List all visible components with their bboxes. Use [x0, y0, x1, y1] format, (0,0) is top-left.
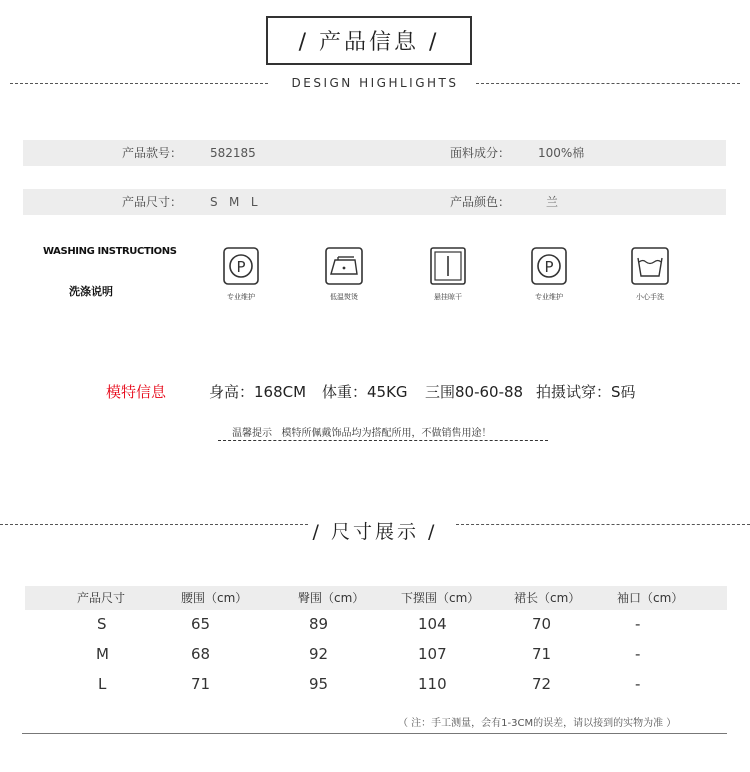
size-table-cell: 71 [191, 675, 211, 693]
fabric-label: 面料成分： [450, 146, 511, 160]
size-value: S M L [210, 195, 258, 209]
model-measurements: 三围80-60-88 [425, 383, 524, 401]
size-table-cell: L [98, 675, 107, 693]
size-table-cell: M [96, 645, 109, 663]
size-label: 产品尺寸： [122, 195, 183, 209]
wash-label-3: 悬挂晾干 [434, 293, 462, 301]
wash-label-4: 专业维护 [535, 293, 563, 301]
size-table-cell: 110 [418, 675, 447, 693]
svg-text:P: P [236, 258, 246, 276]
size-table-header-cell: 下摆围（cm） [401, 591, 480, 605]
size-table-cell: 65 [191, 615, 211, 633]
color-value: 兰 [546, 195, 559, 209]
size-table-cell: 92 [309, 645, 329, 663]
size-table-cell: 70 [532, 615, 552, 633]
size-table-cell: - [635, 615, 641, 633]
washing-title: WASHING INSTRUCTIONS [43, 246, 177, 257]
model-weight: 体重：45KG [322, 383, 408, 401]
model-info-label: 模特信息 [106, 383, 167, 401]
size-table-cell: 95 [309, 675, 329, 693]
bottom-divider [22, 733, 727, 734]
size-table-header-cell: 臀围（cm） [298, 591, 365, 605]
measurement-footnote: （ 注：手工测量，会有1-3CM的误差，请以接到的实物为准 ） [398, 718, 677, 729]
professional-care-icon [530, 246, 568, 286]
style-number-value: 582185 [210, 146, 256, 160]
size-table-cell: 68 [191, 645, 211, 663]
size-table-cell: 107 [418, 645, 447, 663]
page-title-text: / 产品信息 / [298, 30, 440, 55]
size-table-header-cell: 袖口（cm） [617, 591, 684, 605]
professional-care-icon [222, 246, 260, 286]
size-table-cell: 89 [309, 615, 329, 633]
washing-title-cn: 洗涤说明 [69, 285, 113, 298]
size-section-title: / 尺寸展示 / [312, 521, 438, 543]
size-table-cell: - [635, 675, 641, 693]
hang-dry-icon [429, 246, 467, 286]
model-size-worn: 拍摄试穿：S码 [536, 383, 636, 401]
wash-label-2: 低温熨烫 [330, 293, 358, 301]
size-table-header-cell: 腰围（cm） [181, 591, 248, 605]
wash-label-5: 小心手洗 [636, 293, 664, 301]
size-table-cell: 71 [532, 645, 552, 663]
size-table-header-cell: 产品尺寸 [77, 591, 126, 605]
model-note: 温馨提示 模特所佩戴饰品均为搭配所用，不做销售用途！ [232, 428, 492, 439]
style-number-label: 产品款号： [122, 146, 183, 160]
size-table-cell: S [97, 615, 107, 633]
size-table-cell: 72 [532, 675, 552, 693]
fabric-value: 100%棉 [538, 146, 585, 160]
size-table-cell: 104 [418, 615, 447, 633]
model-height: 身高：168CM [209, 383, 307, 401]
size-table-cell: - [635, 645, 641, 663]
hand-wash-icon [630, 246, 668, 286]
size-table-header-cell: 裙长（cm） [514, 591, 581, 605]
low-temp-iron-icon [324, 246, 362, 286]
wash-label-1: 专业维护 [227, 293, 255, 301]
page-subtitle: DESIGN HIGHLIGHTS [291, 76, 459, 90]
note-underline [218, 440, 548, 441]
color-label: 产品颜色： [450, 195, 511, 209]
page-title [266, 16, 472, 65]
svg-text:P: P [544, 258, 554, 276]
